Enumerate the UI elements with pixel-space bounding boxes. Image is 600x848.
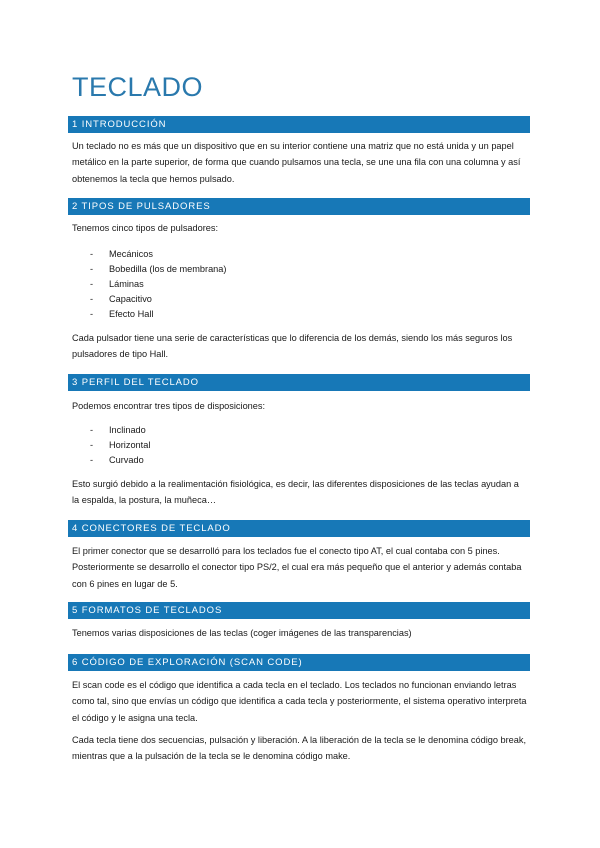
pulsadores-intro: Tenemos cinco tipos de pulsadores: [72,223,219,233]
perfil-outro: Esto surgió debido a la realimentación fisiológica, es decir, las diferentes disposiciones de las teclas ayudan a la espalda, la postura, la muñeca… [72,479,519,506]
list-item: - Láminas [90,277,226,292]
pulsadores-outro: Cada pulsador tiene una serie de características que lo diferencia de los demás, siendo los más seguros los pulsadores de tipo Hall. [72,333,513,360]
pulsadores-list [90,247,226,322]
perfil-list [90,423,150,468]
section-heading-scan-code: 6 CÓDIGO DE EXPLORACIÓN (SCAN CODE) [68,654,530,671]
formatos-paragraph: Tenemos varias disposiciones de las teclas (coger imágenes de las transparencias) [72,628,412,638]
perfil-intro: Podemos encontrar tres tipos de disposiciones: [72,401,266,411]
section-heading-introduccion: 1 INTRODUCCIÓN [68,116,530,133]
section-heading-perfil-teclado: 3 PERFIL DEL TECLADO [68,374,530,391]
list-item: - Efecto Hall [90,307,226,322]
list-item: - Bobedilla (los de membrana) [90,262,226,277]
scan-code-paragraph-1: El scan code es el código que identifica a cada tecla en el teclado. Los teclados no funcionan enviando letras como tal, sino que envías un código que identifica a cada tecla y posteriormente, el sistema operativo interpreta el código y le asigna una tecla. [72,680,527,723]
introduccion-paragraph: Un teclado no es más que un dispositivo que en su interior contiene una matriz que no está unida y un papel metálico en la parte superior, de forma que cuando pulsamos una tecla, se une una fila con una columna y así obtenemos la tecla que hemos pulsado. [72,141,521,184]
list-item: - Horizontal [90,438,150,453]
section-heading-conectores: 4 CONECTORES DE TECLADO [68,520,530,537]
list-item: - Capacitivo [90,292,226,307]
section-heading-formatos: 5 FORMATOS DE TECLADOS [68,602,530,619]
scan-code-paragraph-2: Cada tecla tiene dos secuencias, pulsación y liberación. A la liberación de la tecla se le denomina código break, mientras que a la pulsación de la tecla se le denomina código make. [72,735,527,762]
list-item: - Inclinado [90,423,150,438]
list-item: - Mecánicos [90,247,226,262]
section-heading-tipos-pulsadores: 2 TIPOS DE PULSADORES [68,198,530,215]
list-item: - Curvado [90,453,150,468]
document-title: TECLADO [72,72,204,102]
conectores-paragraph: El primer conector que se desarrolló para los teclados fue el conecto tipo AT, el cual contaba con 5 pines. Posteriormente se desarrollo el conector tipo PS/2, el cual era más pequeño que el anterior y además contaba con 6 pines en lugar de 5. [72,546,522,589]
